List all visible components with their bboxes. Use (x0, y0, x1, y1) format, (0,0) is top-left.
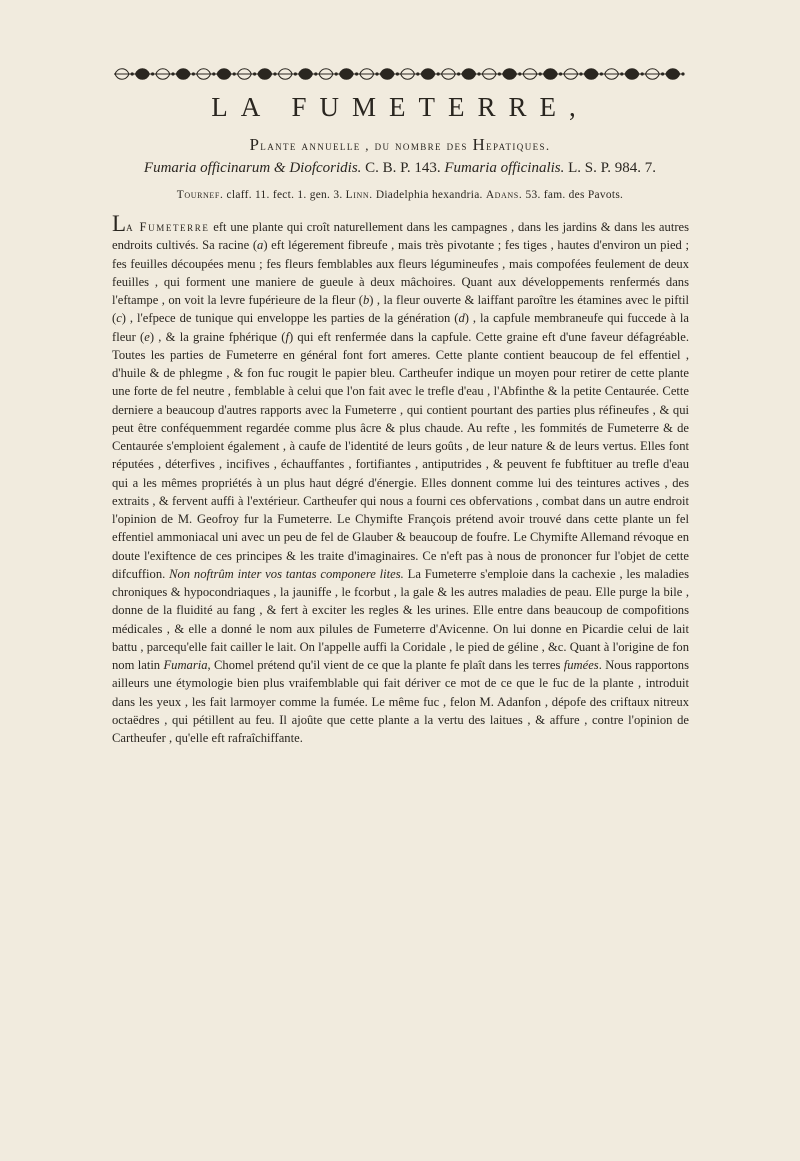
figure-letter-a: a (257, 238, 264, 253)
drop-cap: L (112, 211, 127, 236)
ref-text-2: Diadelphia hexandria. (372, 189, 486, 201)
subtitle-text-1: lante annuelle , du nombre des (260, 138, 473, 153)
botanical-synonyms (0, 160, 800, 177)
ornament-band-icon (112, 66, 686, 82)
ref-text-1: claff. 11. fect. 1. gen. 3. (223, 189, 346, 201)
ref-author-adans: Adans. (485, 189, 523, 201)
synonym-ref-1: C. B. P. 143. (361, 160, 445, 176)
text-segment: La Fumeterre s'emploie dans la cachexie , les maladies chroniques & hypocondriaques , la jauniffe , le fcorbut , la gale & les autres maladies de peau. Elle purge la bile , donne de la fluidité au fang , & fert à exciter les regles & les urines. Elle entre dans beaucoup de compofitions médicales , & elle a donné le nom aux pilules de Fumeterre d'Avicenne. On lui donne en Picardie celui de lait battu , parcequ'elle fait cailler le lait. On l'appelle auffi la Coridale , le pied de géline , &c. Quant à l'origine de fon nom latin (112, 566, 689, 672)
page-subtitle (0, 135, 800, 155)
figure-letter-b: b (362, 293, 370, 307)
ornamental-headpiece (112, 66, 686, 82)
text-segment: ) , l'efpece de tunique qui enveloppe les parties de la génération ( (121, 311, 459, 326)
figure-letter-c: c (116, 311, 122, 326)
subtitle-initial-2: H (472, 135, 487, 154)
main-text (112, 212, 689, 747)
figure-letter-f: f (285, 329, 289, 344)
ref-author-tournef: Tournef. (176, 189, 224, 201)
text-segment: ) eft légerement fibreufe , mais très pivotante ; fes tiges , hautes d'environ un pied ; fes feuilles découpées menu ; fes fleurs femblables aux fleurs légumineufes , mais compofées feulement de deux feuilles , qui forment une maniere de gueule à deux mâchoires. Quant aux développements renfermés dans l'eftampe , on voit la levre fupérieure de la fleur ( (112, 238, 689, 307)
body-paragraph (112, 212, 689, 747)
page-title: LA FUMETERRE, (211, 92, 589, 122)
text-segment: . Nous rapportons ailleurs une étymologie bien plus vraifemblable qui fait dériver ce mot de ce que le fuc de la plante , introduit dans les yeux , les fait larmoyer comme la fumée. Le même fuc , felon M. Adanfon , dépofe des criftaux nitreux octaëdres , qui pétillent au feu. Il ajoûte que cette plante a la vertu des laitues , & affure , contre l'opinion de Cartheufer , qu'elle eft rafraîchiffante. (112, 658, 689, 745)
text-segment: ) , la fleur ouverte & laiffant paroître les étamines avec le piftil ( (112, 293, 689, 326)
text-segment: , Chomel prétend qu'il vient de ce que la plante fe plaît dans les terres (207, 658, 564, 672)
text-segment: ) , & la graine fphérique ( (149, 329, 286, 344)
text-segment: eft une plante qui croît naturellement dans les campagnes , dans les jardins & dans les autres endroits cultivés. Sa racine ( (112, 220, 689, 253)
synonym-name-2: Fumaria officinalis. (444, 160, 565, 176)
synonym-name-1: Fumaria officinarum & Diofcoridis. (143, 160, 362, 176)
latin-name-fumaria: Fumaria (163, 658, 208, 672)
subtitle-initial-1: P (249, 135, 261, 154)
subtitle-text-2: epatiques. (486, 138, 551, 153)
italic-fumees: fumées (563, 658, 599, 672)
figure-letter-d: d (458, 311, 465, 326)
lead-small-caps: a Fumeterre (126, 220, 210, 234)
figure-letter-e: e (144, 329, 150, 344)
classification-references (0, 189, 800, 201)
ref-text-3: 53. fam. des Pavots. (522, 189, 624, 201)
ref-author-linn: Linn. (345, 189, 373, 201)
text-segment: ) qui eft renfermée dans la capfule. Cette graine eft d'une faveur défagréable. Toutes les parties de Fumeterre en général font fort ameres. Cette plante contient beaucoup de fel effentiel , d'huile & de phlegme , & fon fuc rougit le papier bleu. Cartheufer indique un moyen pour retirer de cette plante une forte de fel neutre , femblable à celui que l'on fait avec le trefle d'eau , l'Abfinthe & la petite Centaurée. Cette derniere a beaucoup d'autres rapports avec la Fumeterre , qui contient pourtant des parties plus réfineufes , & qui peut être conféquemment regardée comme plus âcre & plus chaude. Au refte , les fommités de Fumeterre & de Centaurée s'emploient également , à caufe de l'identité de leurs goûts , de leur nature & de leurs vertus. Elles font réputées , déterfives , incifives , échauffantes , fortifiantes , antiputrides , & peuvent fe fubftituer au trefle d'eau qui a les mêmes propriétés à un plus haut dégré d'énergie. Elles donnent comme lui des teintures actives , des extraits , & fervent auffi à l'extérieur. Cartheufer qui nous a fourni ces obfervations , combat dans un autre endroit l'opinion de M. Geofroy fur la Fumeterre. Le Chymifte François prétend avoir trouvé dans cette plante un fel effentiel ammoniacal uni avec un peu de fel de Glauber & beaucoup de foufre. Le Chymifte Allemand révoque en doute l'exiftence de ces principes & les traite d'imaginaires. Ce n'eft pas à nous de prononcer fur l'objet de cette difcuffion. (112, 329, 689, 581)
latin-quotation: Non noftrûm inter vos tantas componere lites. (169, 566, 404, 581)
text-segment: ) , la capfule membraneufe qui fuccede à la fleur ( (112, 311, 689, 344)
synonym-ref-2: L. S. P. 984. 7. (564, 160, 657, 176)
